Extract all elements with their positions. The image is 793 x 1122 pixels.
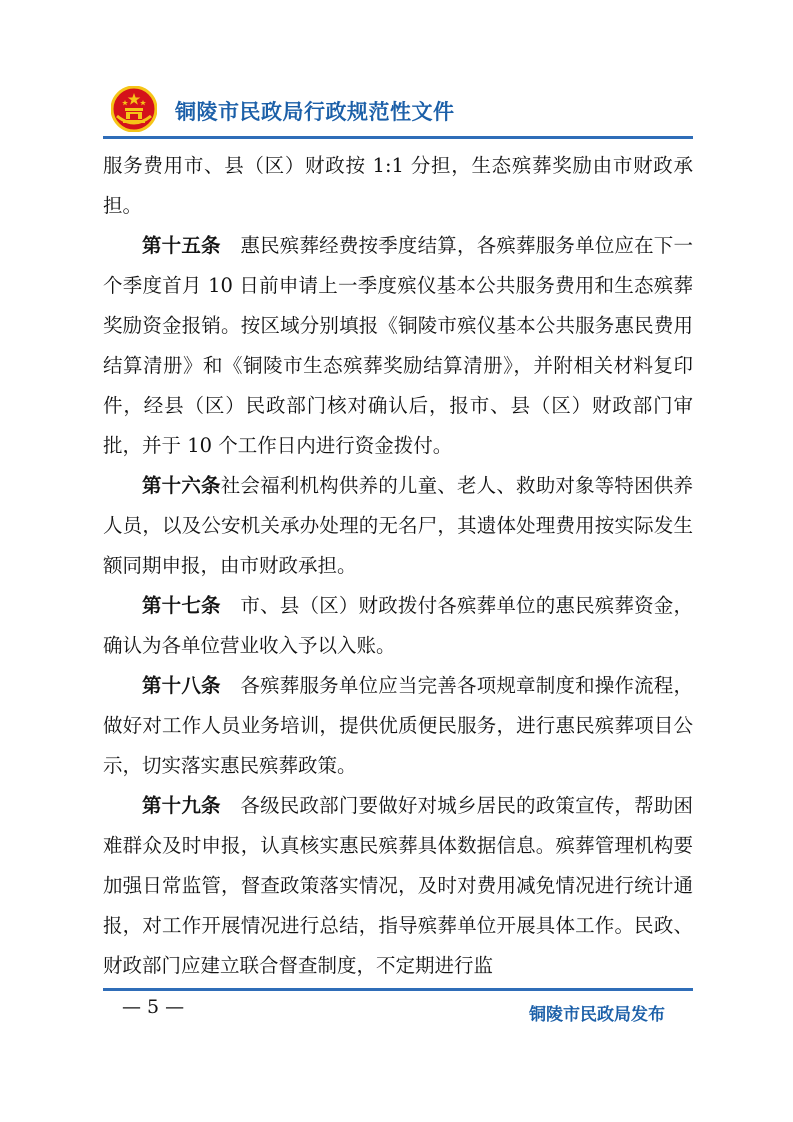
article-16 xyxy=(103,466,693,586)
article-number: 第十八条 xyxy=(142,674,221,697)
header-divider xyxy=(103,136,693,139)
article-text: 市、县（区）财政拨付各殡葬单位的惠民殡葬资金，确认为各单位营业收入予以入账。 xyxy=(103,594,693,657)
article-17 xyxy=(103,586,693,666)
page-number: — 5 — xyxy=(122,996,185,1018)
article-number: 第十五条 xyxy=(142,234,221,257)
article-15 xyxy=(103,226,693,466)
header-title: 铜陵市民政局行政规范性文件 xyxy=(175,100,455,124)
article-number: 第十六条 xyxy=(142,474,221,497)
document-header xyxy=(103,80,693,140)
article-text: 社会福利机构供养的儿童、老人、救助对象等特困供养人员，以及公安机关承办处理的无名尸，其遗体处理费用按实际发生额同期申报，由市财政承担。 xyxy=(103,474,693,577)
national-emblem-icon xyxy=(111,86,157,132)
paragraph-continuation xyxy=(103,146,693,226)
paragraph-text: 服务费用市、县（区）财政按 1:1 分担，生态殡葬奖励由市财政承担。 xyxy=(103,154,693,217)
footer-publisher: 铜陵市民政局发布 xyxy=(529,1005,665,1025)
article-text: 各级民政部门要做好对城乡居民的政策宣传，帮助困难群众及时申报，认真核实惠民殡葬具体数据信息。殡葬管理机构要加强日常监管，督查政策落实情况，及时对费用减免情况进行统计通报，对工作开展情况进行总结，指导殡葬单位开展具体工作。民政、财政部门应建立联合督查制度，不定期进行监 xyxy=(103,794,693,977)
article-18 xyxy=(103,666,693,786)
article-text: 各殡葬服务单位应当完善各项规章制度和操作流程，做好对工作人员业务培训，提供优质便民服务，进行惠民殡葬项目公示，切实落实惠民殡葬政策。 xyxy=(103,674,693,777)
document-body xyxy=(103,146,693,986)
article-number: 第十七条 xyxy=(142,594,221,617)
article-19 xyxy=(103,786,693,986)
footer-divider xyxy=(103,988,693,991)
article-number: 第十九条 xyxy=(142,794,221,817)
article-text: 惠民殡葬经费按季度结算，各殡葬服务单位应在下一个季度首月 10 日前申请上一季度殡仪基本公共服务费用和生态殡葬奖励资金报销。按区域分别填报《铜陵市殡仪基本公共服务惠民费用结算清册》和《铜陵市生态殡葬奖励结算清册》，并附相关材料复印件，经县（区）民政部门核对确认后，报市、县（区）财政部门审批，并于 10 个工作日内进行资金拨付。 xyxy=(103,234,693,457)
